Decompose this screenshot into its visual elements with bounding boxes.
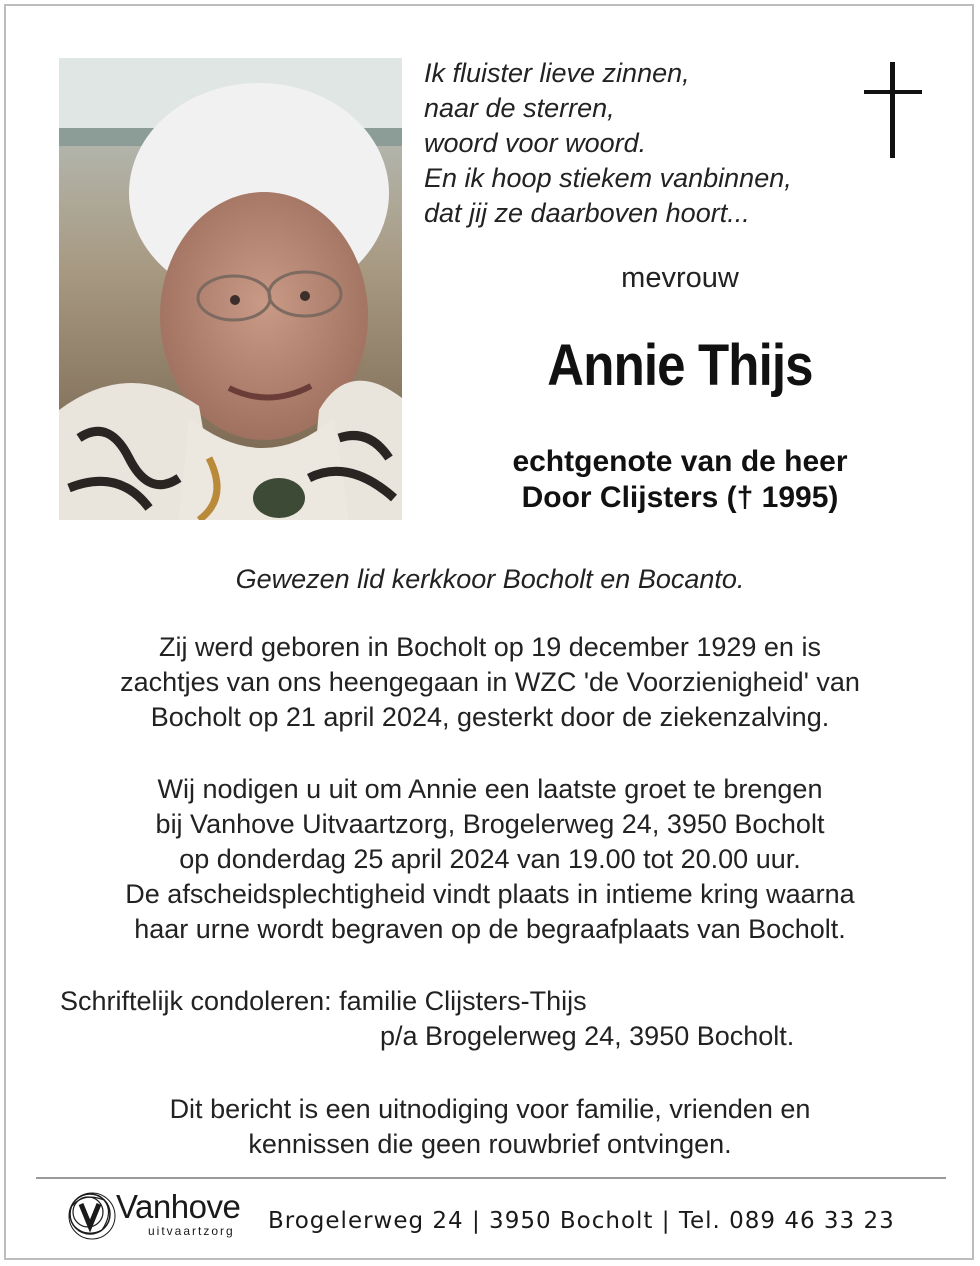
poem-line: woord voor woord. — [424, 128, 647, 158]
paragraph-line: Bocholt op 21 april 2024, gesterkt door de ziekenzalving. — [150, 702, 830, 732]
paragraph-line: kennissen die geen rouwbrief ontvingen. — [248, 1129, 732, 1159]
birth-paragraph — [30, 630, 950, 735]
poem — [424, 56, 864, 231]
condolence-address: p/a Brogelerweg 24, 3950 Bocholt. — [380, 1021, 795, 1051]
member-note: Gewezen lid kerkkoor Bocholt en Bocanto. — [235, 564, 745, 594]
paragraph-line: haar urne wordt begraven op de begraafplaats van Bocholt. — [134, 914, 846, 944]
invitation-paragraph — [30, 772, 950, 947]
condolence-line: Schriftelijk condoleren: familie Clijsters-Thijs — [60, 986, 587, 1016]
cross-icon — [864, 62, 922, 158]
paragraph-line: zachtjes van ons heengegaan in WZC 'de Voorzienigheid' van — [120, 667, 860, 697]
salutation: mevrouw — [621, 262, 739, 294]
paragraph-line: op donderdag 25 april 2024 van 19.00 tot 20.00 uur. — [179, 844, 801, 874]
spouse-line: Door Clijsters († 1995) — [521, 481, 839, 514]
poem-line: Ik fluister lieve zinnen, — [424, 58, 690, 88]
vanhove-logo — [64, 1184, 254, 1244]
deceased-name: Annie Thijs — [547, 333, 813, 398]
paragraph-line: De afscheidsplechtigheid vindt plaats in intieme kring waarna — [125, 879, 855, 909]
poem-line: En ik hoop stiekem vanbinnen, — [424, 163, 792, 193]
spouse-info — [440, 444, 920, 516]
footer-divider — [36, 1177, 946, 1179]
paragraph-line: Zij werd geboren in Bocholt op 19 december 1929 en is — [159, 632, 821, 662]
portrait-photo — [59, 58, 402, 520]
poem-line: dat jij ze daarboven hoort... — [424, 198, 750, 228]
paragraph-line: Wij nodigen u uit om Annie een laatste groet te brengen — [157, 774, 823, 804]
vanhove-logo-icon — [64, 1186, 116, 1242]
logo-subtitle: uitvaartzorg — [148, 1224, 235, 1238]
closing-note — [30, 1092, 950, 1162]
paragraph-line: Dit bericht is een uitnodiging voor familie, vrienden en — [169, 1094, 811, 1124]
logo-name: Vanhove — [116, 1188, 241, 1225]
paragraph-line: bij Vanhove Uitvaartzorg, Brogelerweg 24, 3950 Bocholt — [155, 809, 825, 839]
footer-address: Brogelerweg 24 | 3950 Bocholt | Tel. 089 46 33 23 — [268, 1208, 895, 1234]
spouse-line: echtgenote van de heer — [512, 445, 848, 478]
condolence-block — [60, 984, 794, 1054]
poem-line: naar de sterren, — [424, 93, 615, 123]
